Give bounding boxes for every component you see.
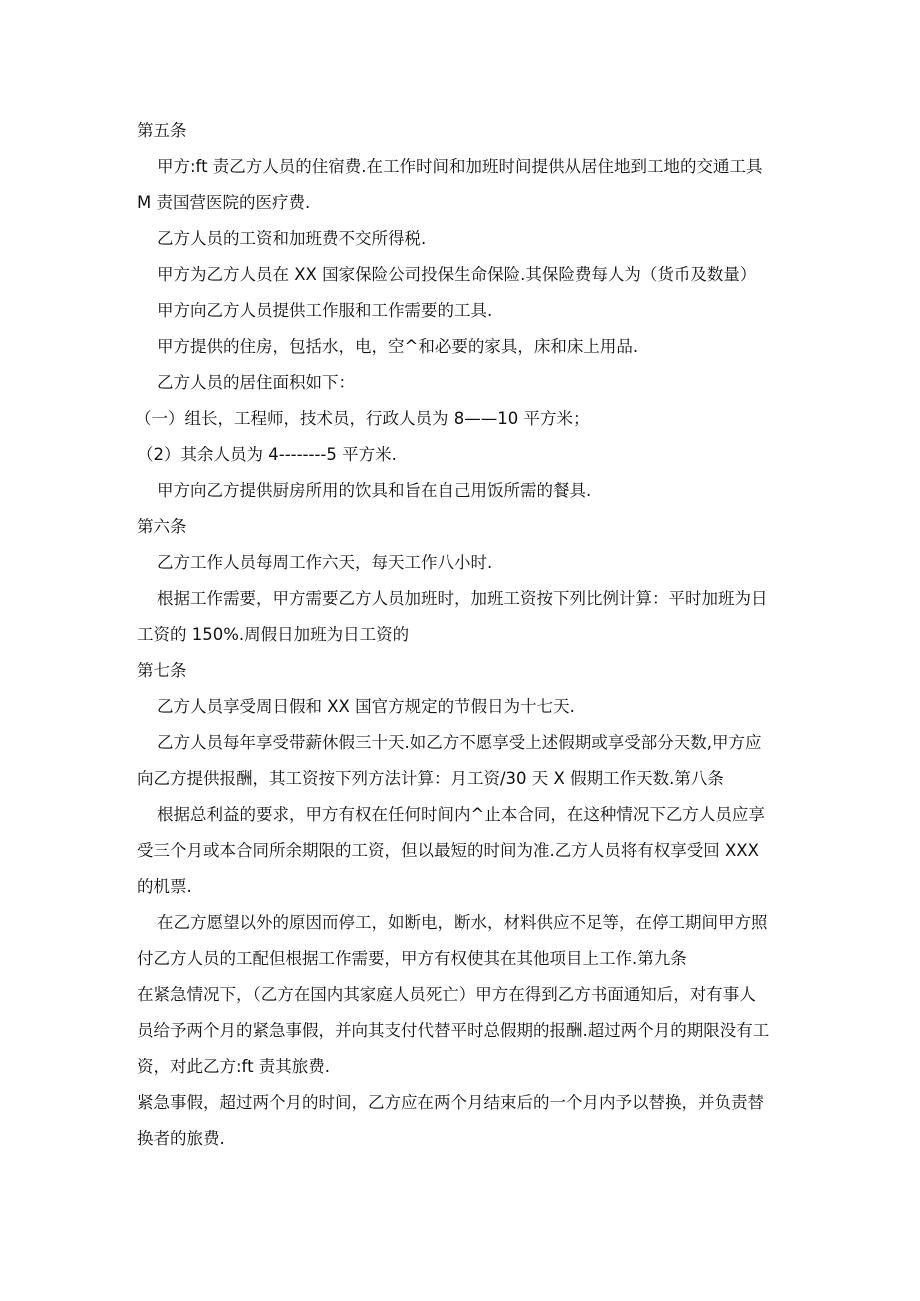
paragraph-line: 根据总利益的要求，甲方有权在任何时间内^止本合同，在这种情况下乙方人员应享 xyxy=(157,805,765,824)
list-item: （一）组长，工程师，技术员，行政人员为 8——10 平方米； xyxy=(135,409,590,428)
paragraph-line: 甲方向乙方提供厨房所用的饮具和旨在自己用饭所需的餐具. xyxy=(157,481,592,500)
paragraph-line: 的机票. xyxy=(137,877,192,896)
paragraph-line: 换者的旅费. xyxy=(137,1129,225,1148)
paragraph-line: 根据工作需要，甲方需要乙方人员加班时，加班工资按下列比例计算：平时加班为日 xyxy=(157,589,768,608)
paragraph-line: 乙方人员每年享受带薪休假三十天.如乙方不愿享受上述假期或享受部分天数,甲方应 xyxy=(157,733,762,752)
paragraph-line: 向乙方提供报酬，其工资按下列方法计算：月工资/30 天 X 假期工作天数.第八条 xyxy=(137,769,724,788)
article-5-heading: 第五条 xyxy=(137,121,187,140)
document-body xyxy=(137,113,787,1157)
paragraph-line: 乙方工作人员每周工作六天，每天工作八小时. xyxy=(157,553,493,572)
article-7-heading: 第七条 xyxy=(137,661,187,680)
paragraph-line: M 责国营医院的医疗费. xyxy=(137,193,311,212)
paragraph-line: 在紧急情况下，（乙方在国内其家庭人员死亡）甲方在得到乙方书面通知后，对有事人 xyxy=(137,985,756,1004)
paragraph-line: 受三个月或本合同所余期限的工资，但以最短的时间为准.乙方人员将有权享受回 XXX xyxy=(137,841,759,860)
list-item: （2）其余人员为 4--------5 平方米. xyxy=(137,445,397,464)
paragraph-line: 甲方:ft 责乙方人员的住宿费.在工作时间和加班时间提供从居住地到工地的交通工具 xyxy=(157,157,763,176)
paragraph-line: 紧急事假，超过两个月的时间，乙方应在两个月结束后的一个月内予以替换，并负责替 xyxy=(137,1093,764,1112)
paragraph-line: 资，对此乙方:ft 责其旅费. xyxy=(137,1057,331,1076)
paragraph-line: 乙方人员的居住面积如下： xyxy=(157,373,355,392)
paragraph-line: 乙方人员享受周日假和 XX 国官方规定的节假日为十七天. xyxy=(157,697,575,716)
paragraph-line: 员给予两个月的紧急事假，并向其支付代替平时总假期的报酬.超过两个月的期限没有工 xyxy=(137,1021,770,1040)
paragraph-line: 乙方人员的工资和加班费不交所得税. xyxy=(157,229,427,248)
paragraph-line: 甲方向乙方人员提供工作服和工作需要的工具. xyxy=(157,301,493,320)
paragraph-line: 甲方为乙方人员在 XX 国家保险公司投保生命保险.其保险费每人为（货币及数量） xyxy=(157,265,757,284)
article-6-heading: 第六条 xyxy=(137,517,187,536)
paragraph-line: 甲方提供的住房，包括水，电，空^和必要的家具，床和床上用品. xyxy=(157,337,639,356)
paragraph-line: 在乙方愿望以外的原因而停工，如断电，断水，材料供应不足等，在停工期间甲方照 xyxy=(157,913,768,932)
paragraph-line: 付乙方人员的工配但根据工作需要，甲方有权使其在其他项目上工作.第九条 xyxy=(137,949,687,968)
paragraph-line: 工资的 150%.周假日加班为日工资的 xyxy=(137,625,410,644)
